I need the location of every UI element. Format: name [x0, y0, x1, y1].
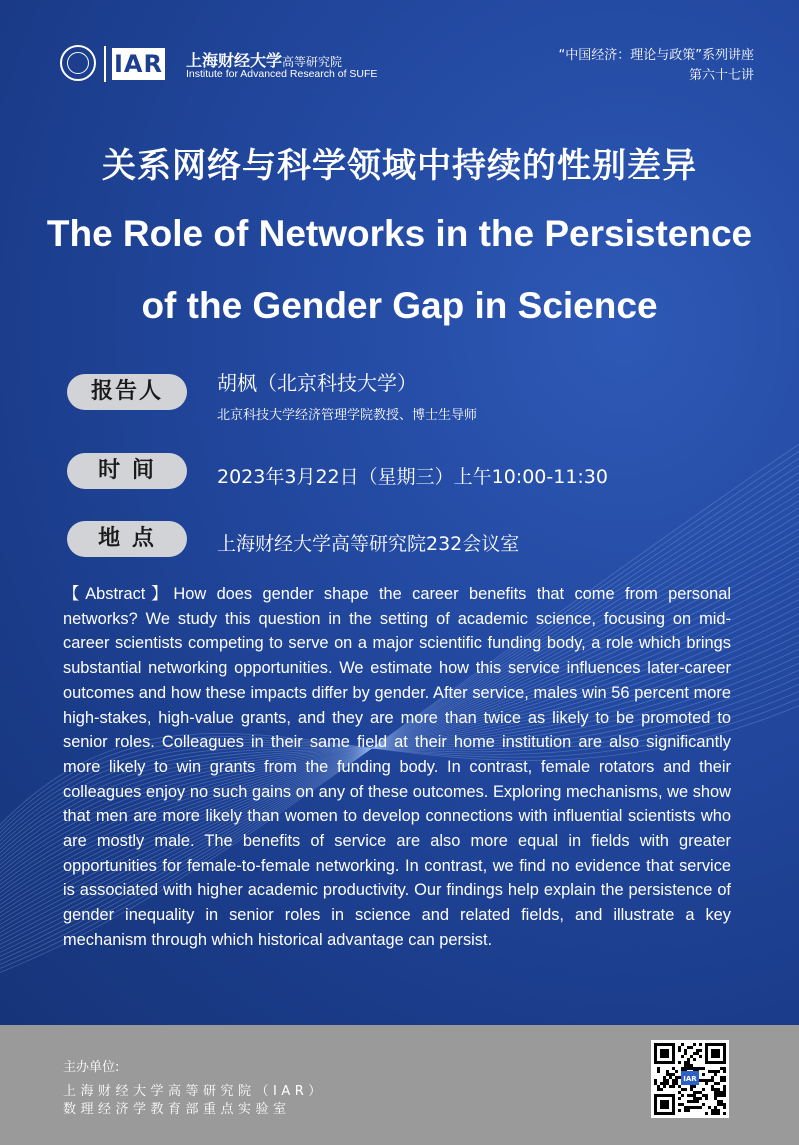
header — [0, 0, 799, 110]
logo-divider — [104, 46, 106, 82]
place-label: 地 点 — [67, 521, 187, 557]
abstract-text: 【Abstract】How does gender shape the career benefits that come from personal networks? We study this question in the setting of academic science, focusing on mid-career scientists competing to serve on a major scientific funding body, a role which brings substantial networking opportunities. We estimate how this service influences later-career outcomes and how these impacts differ by gender. After service, males win 56 percent more high-stakes, high-value grants, and they are more than twice as likely to be promoted to senior roles. Colleagues in their same field at their home institution are also significantly more likely to win grants from the funding body. In contrast, female rotators and their colleagues enjoy no such gains on any of these outcomes. Exploring mechanisms, we show that men are more likely than women to develop connections with influential scientists who are mostly male. The benefits of service are also more equal in fields with greater opportunities for female-to-female networking. In contrast, we find no evidence that service is associated with higher academic productivity. Our findings help explain the persistence of gender inequality in senior roles in science and related fields, and illustrate a key mechanism through which historical advantage can persist. — [63, 585, 731, 949]
qr-code-pattern — [651, 1040, 729, 1118]
time-label: 时 间 — [67, 453, 187, 489]
school-name-sub: 高等研究院 — [282, 55, 343, 69]
speaker-name: 胡枫（北京科技大学） — [217, 371, 417, 395]
series-number: 第六十七讲 — [688, 68, 754, 83]
organizer-1: 上海财经大学高等研究院（IAR） — [63, 1084, 326, 1099]
series-name: “中国经济：理论与政策”系列讲座 — [558, 48, 754, 63]
title-en-line1: The Role of Networks in the Persistence — [46, 213, 753, 254]
speaker-label: 报告人 — [67, 374, 187, 410]
place-value: 上海财经大学高等研究院232会议室 — [217, 533, 520, 555]
time-value: 2023年3月22日（星期三）上午10:00-11:30 — [217, 466, 608, 488]
organizer-2: 数理经济学教育部重点实验室 — [63, 1102, 291, 1117]
school-name-main: 上海财经大学 — [186, 51, 283, 70]
iar-logo-text: IAR — [114, 50, 163, 78]
title-cn: 关系网络与科学领域中持续的性别差异 — [102, 146, 697, 186]
organizer-label: 主办单位: — [63, 1060, 120, 1075]
title-en-line2: of the Gender Gap in Science — [141, 285, 658, 326]
series-info — [559, 46, 754, 86]
school-name-en: Institute for Advanced Research of SUFE — [186, 68, 378, 80]
qr-code[interactable] — [651, 1040, 729, 1118]
speaker-title: 北京科技大学经济管理学院教授、博士生导师 — [217, 408, 478, 423]
qr-center-logo: IAR — [683, 1075, 697, 1083]
iar-logo — [112, 48, 165, 80]
university-seal-logo — [60, 45, 96, 81]
